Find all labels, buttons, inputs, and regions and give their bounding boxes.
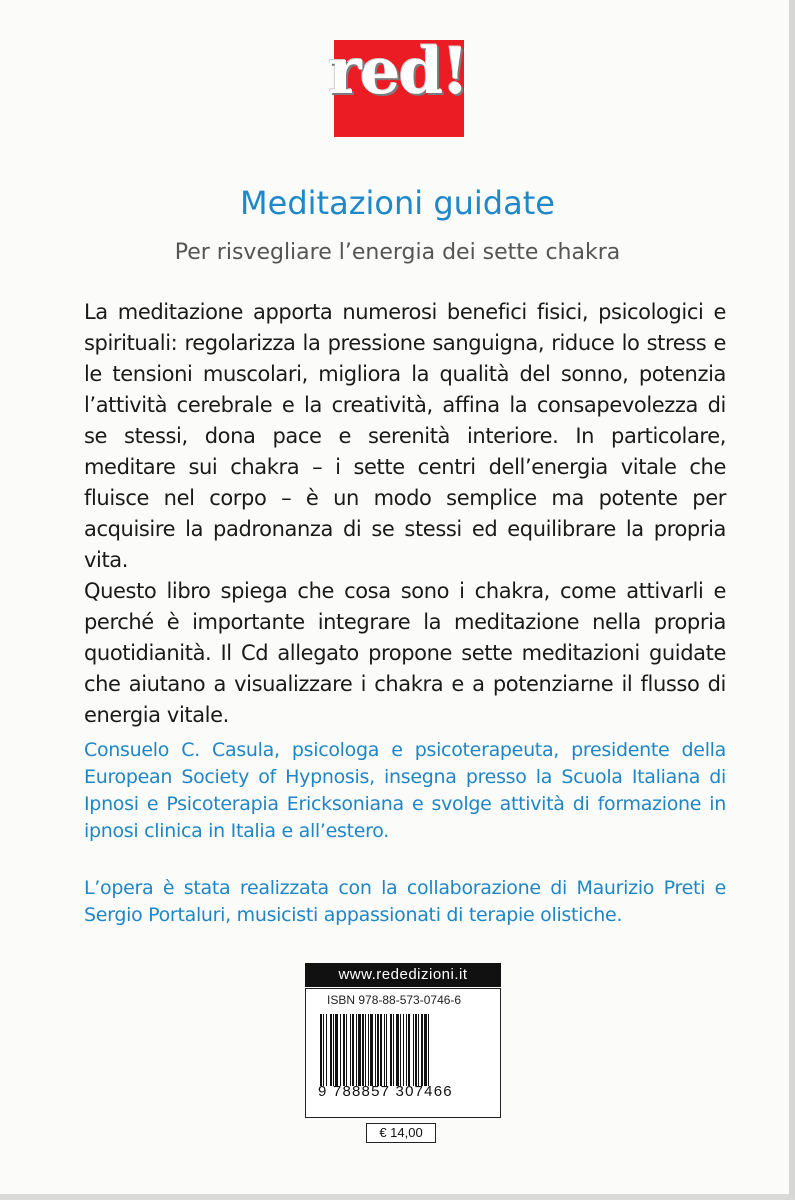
book-description (84, 297, 726, 731)
isbn-label: ISBN 978-88-573-0746-6 (327, 993, 462, 1007)
credits-text: L’opera è stata realizzata con la collaborazione di Maurizio Preti e Sergio Portaluri, musicisti appassionati di terapie olistiche. (84, 877, 726, 926)
description-paragraph-1: La meditazione apporta numerosi benefici fisici, psicologici e spirituali: regolarizza la pressione sanguigna, riduce lo stress e le tensioni muscolari, migliora la qualità del sonno, potenzia l’attività cerebrale e la creatività, affina la consapevolezza di se stessi, dona pace e serenità interiore. In particolare, meditare sui chakra – i sette centri dell’energia vitale che fluisce nel corpo – è un modo semplice ma potente per acquisire la padronanza di se stessi ed equilibrare la propria vita. (84, 300, 726, 572)
description-paragraph-2: Questo libro spiega che cosa sono i chakra, come attivarli e perché è importante integrare la meditazione nella propria quotidianità. Il Cd allegato propone sette meditazioni guidate che aiutano a visualizzare i chakra e a potenziarne il flusso di energia vitale. (84, 579, 726, 727)
barcode-digits: 9 788857 307466 (318, 1083, 453, 1100)
publisher-logo-text: red! (328, 34, 468, 109)
author-bio-text: , psicologa e psicoterapeuta, presidente della European Society of Hypnosis, insegna presso la Scuola Italiana di Ipnosi e Psicoterapia Ericksoniana e svolge attività di formazione in ipnosi clinica in Italia e all’estero. (84, 739, 726, 842)
book-subtitle: Per risvegliare l’energia dei sette chakra (174, 240, 621, 265)
author-bio (84, 737, 726, 845)
publisher-website: www.rededizioni.it (305, 963, 501, 987)
price-label: € 14,00 (366, 1123, 436, 1143)
book-title: Meditazioni guidate (240, 184, 555, 222)
barcode-bars (320, 1014, 490, 1086)
author-name: Consuelo C. Casula (84, 739, 274, 761)
barcode-bar (429, 1014, 431, 1086)
